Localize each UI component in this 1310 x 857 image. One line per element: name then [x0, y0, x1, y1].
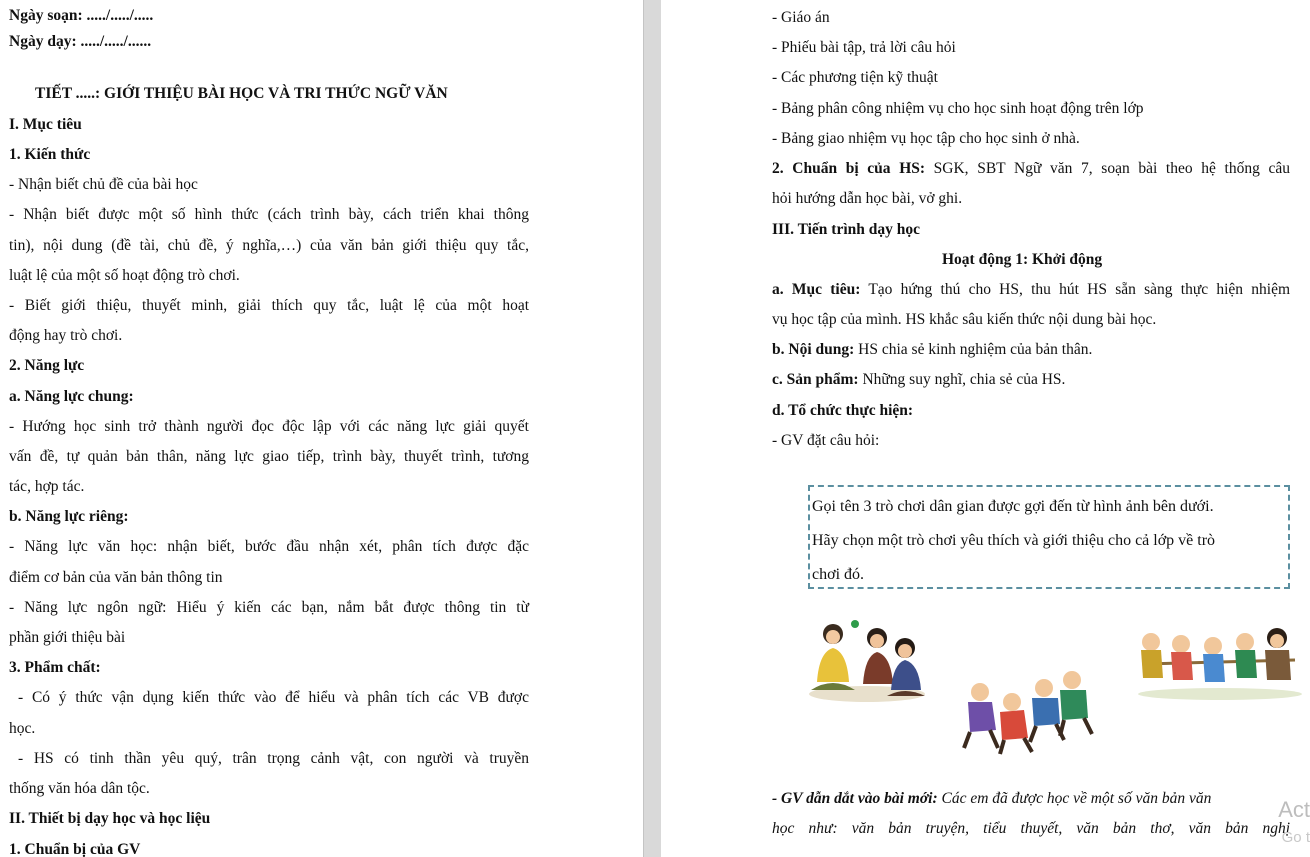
- heading-specific-competence: b. Năng lực riêng:: [9, 508, 129, 525]
- text-line: - HS có tinh thần yêu quý, trân trọng cảnh vật, con người và truyền: [18, 750, 529, 767]
- text-line: - Bảng giao nhiệm vụ học tập cho học sinh ở nhà.: [772, 130, 1080, 147]
- content-text: HS chia sẻ kinh nghiệm của bản thân.: [854, 341, 1093, 358]
- objective-label: a. Mục tiêu:: [772, 281, 861, 298]
- teach-date-line: Ngày dạy: ...../...../......: [9, 33, 152, 50]
- text-line: phần giới thiệu bài: [9, 629, 126, 646]
- objective-line: [772, 280, 1290, 299]
- text-line: thống văn hóa dân tộc.: [9, 780, 150, 797]
- text-line: - Nhận biết được một số hình thức (cách trình bày, cách triển khai thông: [9, 206, 529, 223]
- heading-teacher-prep: 1. Chuẩn bị của GV: [9, 841, 141, 857]
- text-line: tin), nội dung (đề tài, chủ đề, ý nghĩa,…) của văn bản giới thiệu quy tắc,: [9, 237, 529, 254]
- activation-watermark-sub: Go t: [1281, 829, 1310, 846]
- question-line: Hãy chọn một trò chơi yêu thích và giới thiệu cho cả lớp về trò: [812, 532, 1216, 549]
- text-line: - Hướng học sinh trở thành người đọc độc lập với các năng lực giải quyết: [9, 418, 529, 435]
- text-line: vụ học tập của mình. HS khắc sâu kiến thức nội dung bài học.: [772, 311, 1157, 328]
- folk-game-illustration-running: [960, 660, 1098, 755]
- objective-text: Tạo hứng thú cho HS, thu hút HS sẵn sàng thực hiện nhiệm: [860, 281, 1291, 298]
- text-line: - GV đặt câu hỏi:: [772, 432, 880, 449]
- heading-equipment: II. Thiết bị dạy học và học liệu: [9, 810, 211, 827]
- text-line: - Có ý thức vận dụng kiến thức vào để hiểu và phân tích các VB được: [18, 689, 529, 706]
- product-text: Những suy nghĩ, chia sẻ của HS.: [858, 371, 1066, 388]
- folk-game-illustration-tug-of-war: [1135, 620, 1305, 702]
- text-line: - Nhận biết chủ đề của bài học: [9, 176, 198, 193]
- question-line: Gọi tên 3 trò chơi dân gian được gợi đến từ hình ảnh bên dưới.: [812, 498, 1214, 515]
- question-line: chơi đó.: [812, 566, 865, 583]
- text-line: - Năng lực văn học: nhận biết, bước đầu nhận xét, phân tích được đặc: [9, 538, 529, 555]
- text-line: tác, hợp tác.: [9, 478, 85, 495]
- text-line: học như: văn bản truyện, tiểu thuyết, văn bản thơ, văn bản nghị: [772, 820, 1290, 837]
- text-line: - Phiếu bài tập, trả lời câu hỏi: [772, 39, 956, 56]
- intro-text: Các em đã được học về một số văn bản văn: [937, 790, 1212, 807]
- heading-activity-1: Hoạt động 1: Khởi động: [942, 251, 1103, 268]
- student-prep-line: [772, 159, 1290, 178]
- student-prep-text: SGK, SBT Ngữ văn 7, soạn bài theo hệ thống câu: [925, 160, 1290, 177]
- student-prep-label: 2. Chuẩn bị của HS:: [772, 160, 926, 177]
- heading-objectives: I. Mục tiêu: [9, 116, 82, 133]
- page-gutter: [643, 0, 662, 857]
- heading-general-competence: a. Năng lực chung:: [9, 388, 134, 405]
- folk-game-illustration-sitting: [805, 612, 930, 704]
- left-page: [0, 0, 643, 857]
- text-line: hỏi hướng dẫn học bài, vở ghi.: [772, 190, 963, 207]
- text-line: - Bảng phân công nhiệm vụ cho học sinh hoạt động trên lớp: [772, 100, 1144, 117]
- activation-watermark: Act: [1278, 797, 1310, 822]
- text-line: điểm cơ bản của văn bản thông tin: [9, 569, 223, 586]
- product-label: c. Sản phẩm:: [772, 371, 859, 388]
- heading-qualities: 3. Phẩm chất:: [9, 659, 101, 676]
- heading-organization: d. Tổ chức thực hiện:: [772, 402, 914, 419]
- intro-line: [772, 789, 1211, 808]
- lesson-title: TIẾT .....: GIỚI THIỆU BÀI HỌC VÀ TRI THỨC NGỮ VĂN: [35, 85, 448, 102]
- text-line: luật lệ của một số hoạt động trò chơi.: [9, 267, 240, 284]
- product-line: [772, 370, 1065, 389]
- heading-knowledge: 1. Kiến thức: [9, 146, 91, 163]
- content-label: b. Nội dung:: [772, 341, 855, 358]
- text-line: - Biết giới thiệu, thuyết minh, giải thích quy tắc, luật lệ của một hoạt: [9, 297, 529, 314]
- text-line: - Giáo án: [772, 9, 830, 26]
- text-line: học.: [9, 720, 36, 737]
- prep-date-line: Ngày soạn: ...../...../.....: [9, 7, 154, 24]
- heading-competence: 2. Năng lực: [9, 357, 85, 374]
- content-line: [772, 340, 1092, 359]
- text-line: động hay trò chơi.: [9, 327, 123, 344]
- intro-label: - GV dẫn dắt vào bài mới:: [772, 790, 938, 807]
- heading-process: III. Tiến trình dạy học: [772, 221, 921, 238]
- text-line: - Các phương tiện kỹ thuật: [772, 69, 938, 86]
- text-line: - Năng lực ngôn ngữ: Hiểu ý kiến các bạn, nắm bắt được thông tin từ: [9, 599, 529, 616]
- text-line: vấn đề, tự quản bản thân, năng lực giao tiếp, trình bày, thuyết trình, tương: [9, 448, 529, 465]
